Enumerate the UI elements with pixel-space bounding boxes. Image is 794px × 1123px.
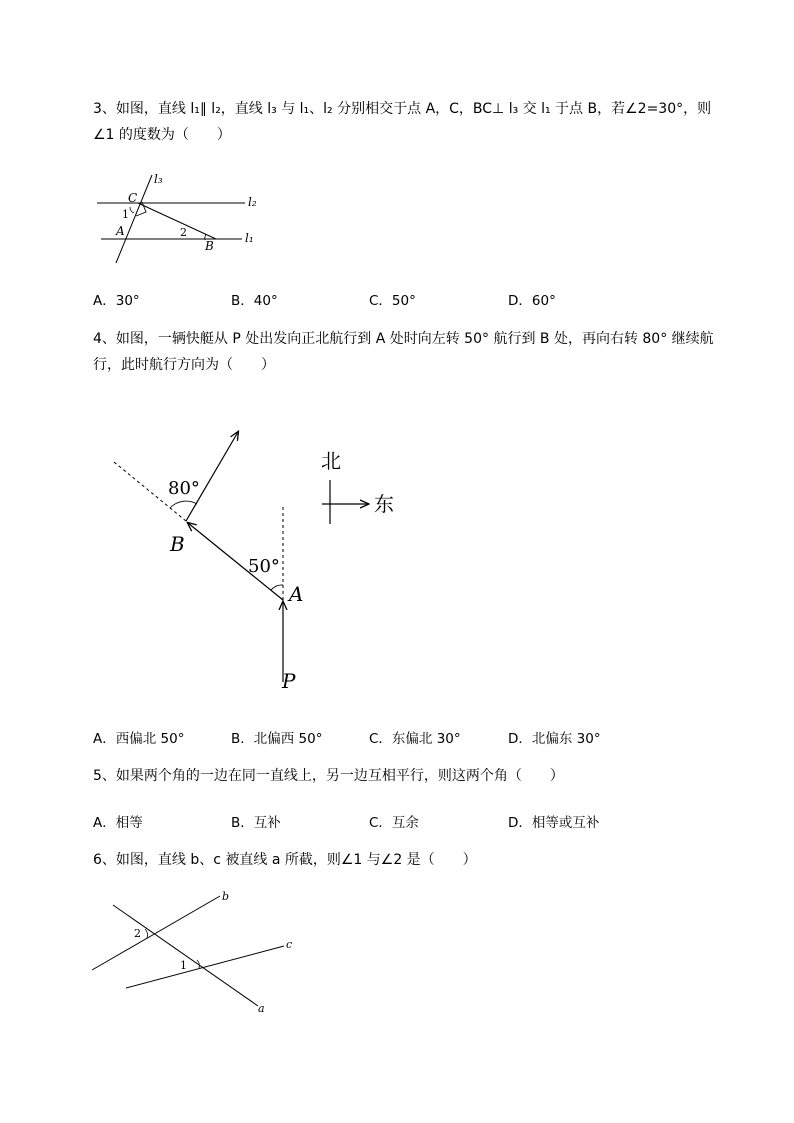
q4-options xyxy=(93,727,713,747)
q4-option-b[interactable]: B．北偏西 50° xyxy=(231,731,323,747)
q3-label-angle1: 1 xyxy=(122,208,129,221)
q6-label-b: b xyxy=(222,890,230,903)
q6-line-a xyxy=(113,905,258,1006)
q3-label-l2: l₂ xyxy=(248,195,257,209)
q3-stem-line2: ∠1 的度数为（ ） xyxy=(93,127,231,143)
q6-angle2-arc xyxy=(145,929,148,938)
q6-stem: 6、如图，直线 b、c 被直线 a 所截，则∠1 与∠2 是（ ） xyxy=(93,852,477,868)
q6-line-b xyxy=(92,896,220,970)
q3-label-l1: l₁ xyxy=(245,231,254,245)
q6-label-angle1: 1 xyxy=(180,959,187,972)
q3-stem-line1: 3、如图，直线 l₁∥ l₂，直线 l₃ 与 l₁、l₂ 分别相交于点 A，C，BC⊥ l₃ 交 l₁ 于点 B，若∠2=30°，则 xyxy=(93,101,712,117)
q4-label-angle80: 80° xyxy=(168,478,200,499)
q3-label-angle2: 2 xyxy=(180,226,187,239)
q4-compass-north-label: 北 xyxy=(321,449,341,473)
q6-line-c xyxy=(126,946,284,988)
q5-options xyxy=(93,811,713,831)
q3-option-c[interactable]: C．50° xyxy=(369,293,416,309)
q4-label-a: A xyxy=(289,582,304,606)
q6-figure xyxy=(88,888,308,1018)
q3-option-b[interactable]: B．40° xyxy=(231,293,278,309)
q4-figure xyxy=(100,420,420,700)
q4-option-a[interactable]: A．西偏北 50° xyxy=(93,731,185,747)
q4-stem-line1: 4、如图，一辆快艇从 P 处出发向正北航行到 A 处时向左转 50° 航行到 B 处，再向右转 80° 继续航 xyxy=(93,331,714,347)
q3-figure xyxy=(90,165,280,270)
q6-label-a: a xyxy=(258,1002,265,1015)
q5-option-a[interactable]: A．相等 xyxy=(93,815,143,831)
q3-label-c: C xyxy=(128,191,138,205)
q5-stem: 5、如果两个角的一边在同一直线上，另一边互相平行，则这两个角（ ） xyxy=(93,768,564,784)
q3-options xyxy=(93,289,713,309)
q4-option-d[interactable]: D．北偏东 30° xyxy=(508,731,601,747)
q3-option-a[interactable]: A．30° xyxy=(93,293,140,309)
q5-option-d[interactable]: D．相等或互补 xyxy=(508,815,600,831)
q4-angle50-arc xyxy=(271,585,283,590)
q4-option-c[interactable]: C．东偏北 30° xyxy=(369,731,461,747)
q3-label-b: B xyxy=(205,239,214,253)
q4-angle80-arc xyxy=(170,501,197,508)
q5-option-c[interactable]: C．互余 xyxy=(369,815,419,831)
q3-label-l3: l₃ xyxy=(154,172,163,186)
q6-label-c: c xyxy=(286,938,293,951)
q4-compass-east-label: 东 xyxy=(374,492,394,516)
q4-label-p: P xyxy=(282,669,296,693)
q4-label-angle50: 50° xyxy=(248,556,280,577)
q5-option-b[interactable]: B．互补 xyxy=(231,815,281,831)
q3-label-a: A xyxy=(116,224,125,238)
q3-segment-cb xyxy=(138,203,216,239)
q3-angle1-arc xyxy=(130,207,134,213)
q4-stem-line2: 行，此时航行方向为（ ） xyxy=(93,357,275,373)
q4-label-b: B xyxy=(170,532,185,556)
q6-label-angle2: 2 xyxy=(134,927,141,940)
q4-path-from-b xyxy=(186,432,238,521)
q3-option-d[interactable]: D．60° xyxy=(508,293,556,309)
